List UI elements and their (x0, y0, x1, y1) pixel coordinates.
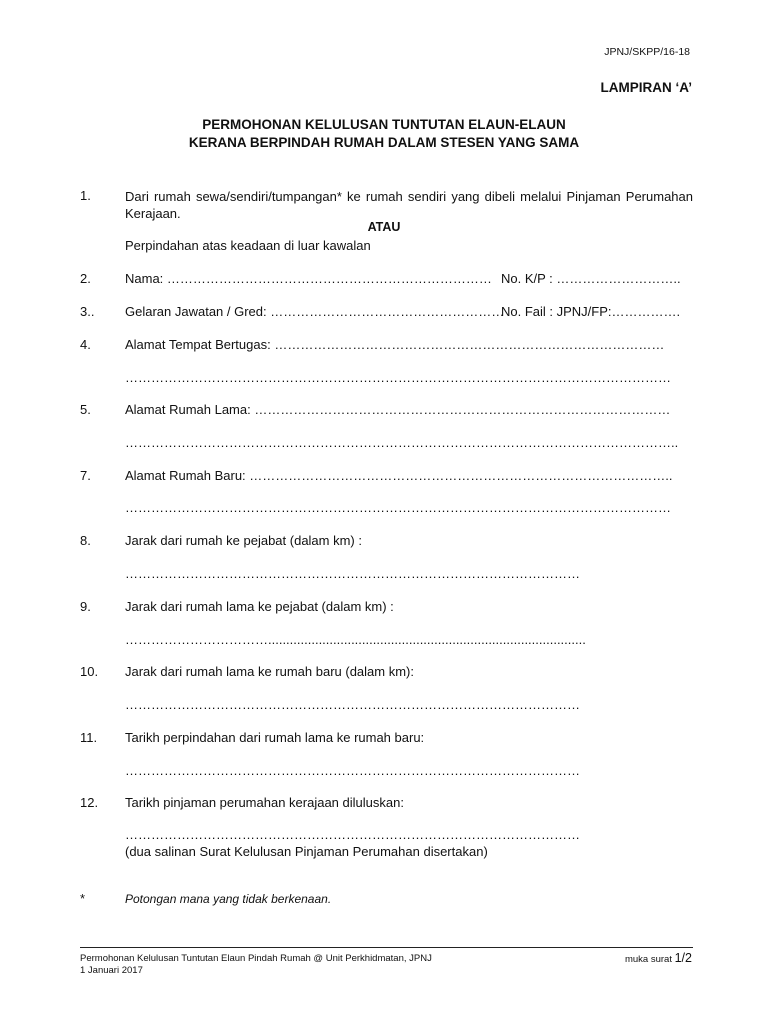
new-address-field-line-2[interactable]: ……………………………………………………………………………………………………………… (125, 500, 671, 515)
item-1-option-a: Dari rumah sewa/sendiri/tumpangan* ke rumah sendiri yang dibeli melalui Pinjaman Perumahan Kerajaan. (125, 189, 693, 221)
distance-home-office-label: Jarak dari rumah ke pejabat (dalam km) : (125, 533, 362, 548)
footnote-marker: * (80, 891, 86, 906)
distance-old-home-office-label: Jarak dari rumah lama ke pejabat (dalam km) : (125, 599, 394, 614)
form-title-line-2: KERANA BERPINDAH RUMAH DALAM STESEN YANG SAMA (188, 135, 580, 150)
page-label: muka surat (624, 954, 672, 965)
old-address-field-line-2[interactable]: ……………………………………………………………………………………………………………….. (125, 435, 679, 450)
item-number: 8. (80, 533, 91, 548)
item-1-atau: ATAU (367, 220, 401, 234)
item-number: 7. (80, 468, 91, 483)
item-number: 3.. (80, 304, 95, 319)
distance-old-new-home-field[interactable]: …………………………………………………………………………………………… (125, 697, 580, 712)
distance-home-office-field[interactable]: …………………………………………………………………………………………… (125, 566, 580, 581)
new-address-field[interactable]: Alamat Rumah Baru: …………………………………………………………………………………….. (125, 468, 673, 483)
appendix-label: LAMPIRAN ‘A’ (600, 80, 692, 95)
item-number: 1. (80, 188, 91, 203)
footer-divider (80, 947, 693, 948)
name-field[interactable]: Nama: ………………………………………………………………… (125, 271, 492, 286)
loan-approval-date-label: Tarikh pinjaman perumahan kerajaan diluluskan: (125, 795, 404, 810)
footnote-text: Potongan mana yang tidak berkenaan. (125, 892, 332, 906)
loan-approval-note: (dua salinan Surat Kelulusan Pinjaman Perumahan disertakan) (125, 844, 488, 859)
item-number: 2. (80, 271, 91, 286)
item-number: 10. (80, 664, 99, 679)
distance-old-new-home-label: Jarak dari rumah lama ke rumah baru (dalam km): (125, 664, 414, 679)
footer-title: Permohonan Kelulusan Tuntutan Elaun Pindah Rumah @ Unit Perkhidmatan, JPNJ (80, 953, 432, 964)
job-title-grade-field[interactable]: Gelaran Jawatan / Gred: ……………………………………………… (125, 304, 505, 319)
loan-approval-date-field[interactable]: …………………………………………………………………………………………… (125, 827, 580, 842)
item-number: 12. (80, 795, 99, 810)
move-date-label: Tarikh perpindahan dari rumah lama ke rumah baru: (125, 730, 425, 745)
workplace-address-field[interactable]: Alamat Tempat Bertugas: ……………………………………………………………………………… (125, 337, 665, 352)
item-number: 5. (80, 402, 91, 417)
document-reference: JPNJ/SKPP/16-18 (604, 46, 690, 58)
footer-date: 1 Januari 2017 (80, 965, 143, 976)
item-number: 9. (80, 599, 91, 614)
item-number: 4. (80, 337, 91, 352)
old-address-field[interactable]: Alamat Rumah Lama: …………………………………………………………………………………… (125, 402, 671, 417)
page-indicator (625, 951, 692, 965)
form-title-line-1: PERMOHONAN KELULUSAN TUNTUTAN ELAUN-ELAUN (202, 117, 566, 132)
workplace-address-field-line-2[interactable]: ……………………………………………………………………………………………………………… (125, 370, 671, 385)
item-number: 11. (80, 730, 98, 745)
ic-number-field[interactable]: No. K/P : ……………………….. (501, 271, 681, 286)
distance-old-home-office-field[interactable]: ……………………………........................................................................................ (125, 632, 586, 647)
move-date-field[interactable]: …………………………………………………………………………………………… (125, 763, 580, 778)
file-number-field[interactable]: No. Fail : JPNJ/FP:……………. (501, 304, 681, 319)
footer-info (80, 953, 432, 977)
page-number: 1/2 (674, 951, 692, 965)
item-1-option-b: Perpindahan atas keadaan di luar kawalan (125, 238, 371, 253)
